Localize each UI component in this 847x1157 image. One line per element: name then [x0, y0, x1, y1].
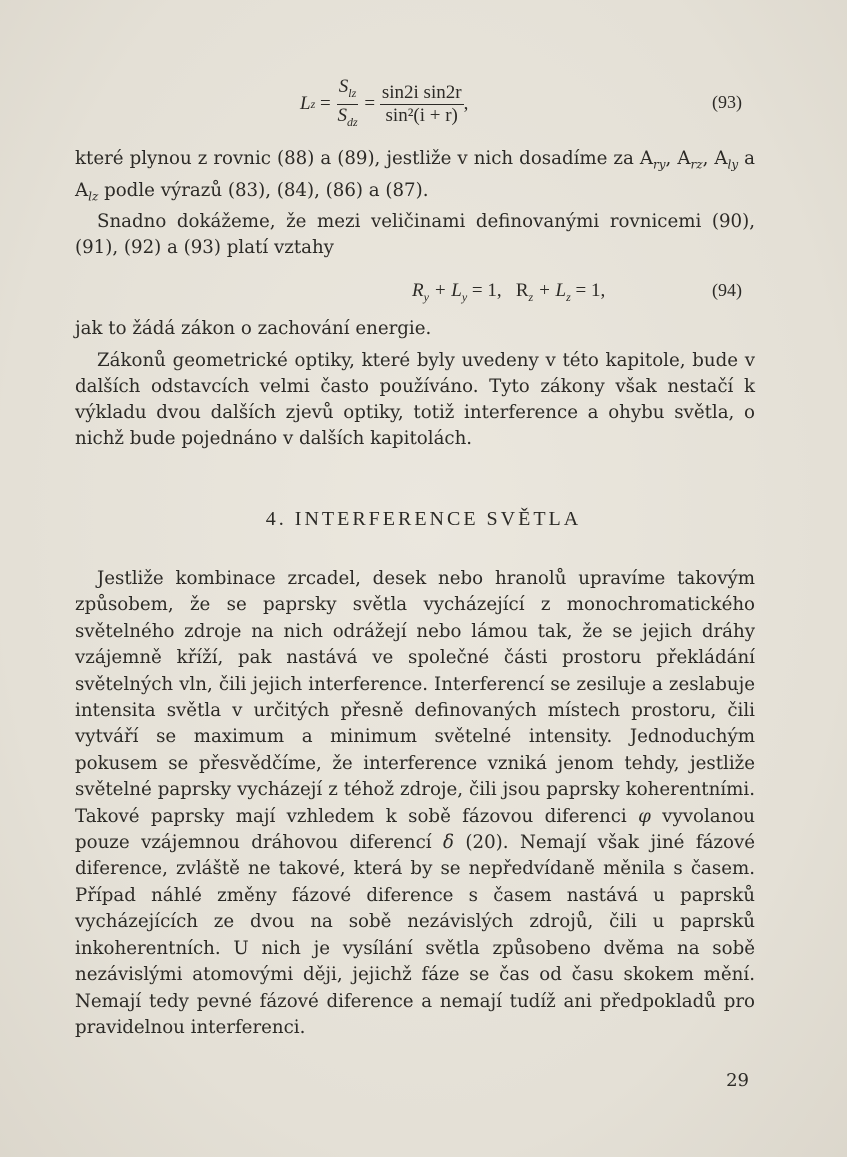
eq93-fraction-2 [380, 82, 464, 127]
eq94-sub-1: y [423, 289, 429, 304]
page-number: 29 [726, 1070, 749, 1091]
eq93-equals-2: = [359, 93, 380, 114]
p93-text-1: které plynou z rovnic (88) a (89), jestliže v nich dosadíme za A [75, 148, 654, 169]
eq93-lhs: L [300, 93, 311, 114]
eq94-text-2: + L [428, 280, 462, 301]
equation-93 [0, 74, 847, 134]
eq93-frac1-den: S [337, 104, 347, 126]
paragraph-intro-94: Snadno dokážeme, že mezi veličinami definovanými rovnicemi (90), (91), (92) a (93) platí vztahy [75, 211, 755, 259]
eq93-frac1-num: S [338, 75, 349, 97]
p93-sub-rz: rz [690, 157, 703, 172]
eq94-text-5: = 1, [570, 280, 606, 301]
eq93-number: (93) [712, 92, 742, 112]
eq93-frac2-num: sin2i sin2r [381, 81, 462, 103]
phi-symbol: φ [638, 805, 651, 827]
eq93-frac2-den: sin²(i + r) [385, 104, 458, 126]
paragraph-energy-optics [75, 316, 755, 452]
eq93-tail: , [463, 93, 469, 114]
eq94-text-4: + L [533, 280, 567, 301]
eq94-sub-3: z [528, 289, 534, 304]
p93-sub-ry: ry [653, 157, 666, 172]
delta-symbol: δ [443, 832, 454, 854]
interference-text-1: Jestliže kombinace zrcadel, desek nebo hranolů upravíme takovým způsobem, že se paprsky světla vycházející z monochromatického světelného zdroje na nich odrážejí nebo lámou tak, že se jejich dráhy vzájemně kříží, pak nastává ve společné části prostoru překládání světelných vln, čili jejich interference. Interferencí se zesiluje a zeslabuje intensita světla v určitých přesně definovaných místech prostoru, čili vytváří se maximum a minimum světelné intensity. Jednoduchým pokusem se přesvědčíme, že interference vzniká jenom tehdy, jestliže světelné paprsky vycházejí z téhož zdroje, čili jsou paprsky koherentními. Takové paprsky mají vzhledem k sobě fázovou diferenci [75, 568, 755, 827]
equation-94 [0, 272, 847, 312]
paragraph-after-94: jak to žádá zákon o zachování energie. [75, 318, 432, 339]
paragraph-interference [75, 566, 755, 1041]
interference-text-3: (20). Nemají však jiné fázové diference, zvláště ne takové, která by se nepředvídaně měnila s časem. Případ náhlé změny fázové diference s časem nastává u paprsků vycházejících ze dvou na sobě nezávislých zdrojů, čili u paprsků inkoherentních. U nich je vysílání světla způsobeno dvěma na sobě nezávislými atomovými ději, jejichž fáze se čas od času skokem mění. Nemají tedy pevné fázové diference a nemají tudíž ani předpokladů pro pravidelnou interferenci. [75, 832, 756, 1038]
eq93-equals-1: = [315, 93, 336, 114]
eq94-r-y: R [412, 280, 424, 301]
eq93-fraction-1 [335, 76, 359, 133]
paragraph-after-93 [75, 146, 755, 261]
paragraph-optics: Zákonů geometrické optiky, které byly uvedeny v této kapitole, bude v dalších odstavcích velmi často používáno. Tyto zákony však nestačí k výkladu dvou dalších zjevů optiky, totiž interference a ohybu světla, o nichž bude pojednáno v dalších kapitolách. [75, 350, 755, 449]
p93-text-2: , A [665, 148, 691, 169]
p93-sub-ly: ly [727, 157, 739, 172]
eq94-sub-4: z [566, 289, 571, 304]
p93-sub-lz: lz [88, 189, 99, 204]
p93-text-3: , A [702, 148, 728, 169]
interference-text-2: vyvolanou pouze vzájemnou dráhovou diferencí [75, 805, 755, 854]
eq93-frac1-num-sub: lz [348, 85, 357, 100]
eq93-frac1-den-sub: dz [346, 114, 358, 129]
eq93-lhs-sub: z [310, 96, 316, 111]
eq94-number: (94) [712, 280, 742, 300]
eq94-sub-2: y [461, 289, 468, 304]
section-heading: 4. INTERFERENCE SVĚTLA [265, 508, 582, 530]
p93-text-4: a A [75, 148, 756, 201]
eq94-text-3: = 1, R [467, 280, 529, 301]
p93-text-5: podle výrazů (83), (84), (86) a (87). [98, 179, 429, 201]
